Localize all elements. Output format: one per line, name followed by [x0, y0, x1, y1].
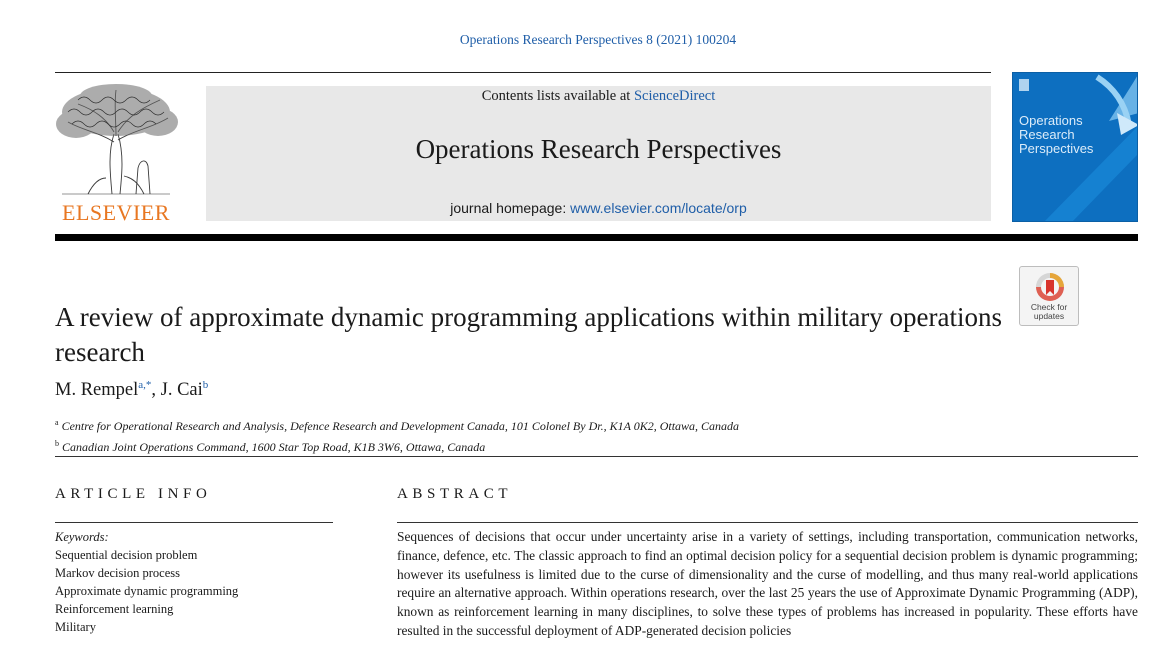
article-info-divider — [55, 522, 333, 523]
section-divider — [55, 456, 1138, 457]
homepage-line — [206, 200, 991, 216]
abstract-heading: ABSTRACT — [397, 486, 513, 502]
contents-prefix: Contents lists available at — [481, 88, 634, 104]
author-list — [55, 379, 208, 401]
affiliation-mark: b — [55, 439, 59, 448]
contents-line — [206, 88, 991, 105]
article-title: A review of approximate dynamic programming applications within military operations research — [55, 302, 1003, 367]
journal-cover[interactable] — [1012, 72, 1138, 222]
keywords-label: Keywords: — [55, 530, 109, 544]
author-name[interactable]: J. Cai — [160, 380, 203, 400]
check-for-updates-button[interactable] — [1019, 266, 1079, 326]
abstract-text: Sequences of decisions that occur under uncertainty arise in a variety of settings, including transportation, communication networks, finance, defence, etc. The classic approach to find an optimal decision policy for a sequential decision problem is dynamic programming; however its usefulness is limited due to the curse of dimensionality and the curse of modelling, and thus many real-world applications require an alternative approach. Within operations research, over the last 25 years the use of Approximate Dynamic Programming (ADP), known as reinforcement learning in many disciplines, to solve these types of problems has increased in popularity. These efforts have resulted in the successful deployment of ADP-generated decision policies — [397, 529, 1138, 638]
author-separator: , — [151, 380, 161, 400]
affiliation-text: Centre for Operational Research and Analysis, Defence Research and Development Canada, 101 Colonel By Dr., K1A 0K2, Ottawa, Canada — [61, 419, 740, 433]
homepage-prefix: journal homepage: — [450, 200, 571, 216]
homepage-link[interactable]: www.elsevier.com/locate/orp — [570, 200, 747, 216]
crossmark-icon — [1034, 271, 1066, 303]
top-divider — [55, 72, 991, 73]
header-thick-divider — [55, 234, 1138, 241]
sciencedirect-link[interactable]: ScienceDirect — [633, 88, 716, 104]
elsevier-tree-icon — [48, 82, 184, 200]
keyword-item: Markov decision process — [55, 566, 180, 580]
affiliations — [55, 414, 739, 456]
author-name[interactable]: M. Rempel — [55, 380, 139, 400]
journal-reference[interactable]: Operations Research Perspectives 8 (2021) 100204 — [459, 32, 737, 47]
keywords-block — [55, 528, 238, 636]
author-marks[interactable]: a,* — [138, 379, 152, 391]
journal-title: Operations Research Perspectives — [415, 134, 782, 164]
abstract-divider — [397, 522, 1138, 523]
keyword-item: Reinforcement learning — [55, 602, 174, 616]
affiliation-mark: a — [55, 418, 59, 427]
affiliation-item — [55, 414, 739, 435]
elsevier-logo[interactable] — [48, 82, 184, 224]
keyword-item: Sequential decision problem — [55, 548, 198, 562]
author-marks[interactable]: b — [202, 379, 209, 391]
affiliation-text: Canadian Joint Operations Command, 1600 Star Top Road, K1B 3W6, Ottawa, Canada — [62, 440, 486, 454]
cover-title: Operations Research Perspectives — [1019, 113, 1094, 156]
check-for-updates-label: Check for updates — [1030, 302, 1068, 321]
publisher-name: ELSEVIER — [62, 200, 170, 225]
journal-banner — [206, 86, 991, 221]
affiliation-item — [55, 435, 739, 456]
keyword-item: Military — [55, 620, 96, 634]
article-info-heading: ARTICLE INFO — [55, 486, 212, 502]
keyword-item: Approximate dynamic programming — [55, 584, 239, 598]
